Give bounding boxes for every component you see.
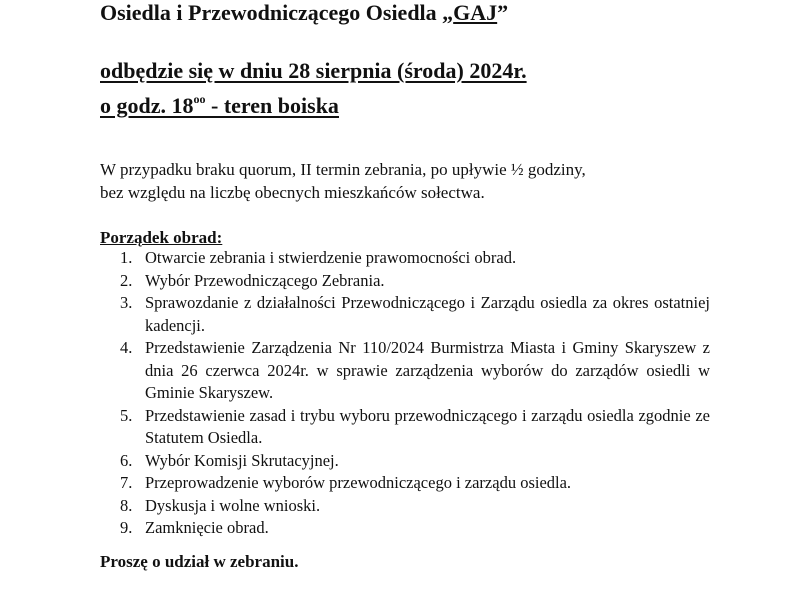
meeting-date [100,58,527,84]
agenda-item-text: Wybór Przewodniczącego Zebrania. [145,270,385,290]
agenda-item-text: Zamknięcie obrad. [145,518,269,537]
agenda-item-number: 5. [120,405,133,425]
agenda-item [120,495,710,518]
quorum-note [100,158,586,204]
agenda-item-number: 3. [120,293,133,312]
agenda-item-text: Dyskusja i wolne wnioski. [145,495,321,515]
meeting-time-prefix: o godz. 18 [100,93,194,118]
heading-suffix: ” [497,0,509,25]
agenda-item-text: Otwarcie zebrania i stwierdzenie prawomocności obrad. [145,248,517,267]
agenda-item [120,450,710,473]
notice-heading [100,0,508,26]
agenda-item-number: 2. [120,270,133,290]
agenda-item [120,270,710,293]
agenda-item-number: 1. [120,248,133,267]
heading-prefix: Osiedla i Przewodniczącego Osiedla „ [100,0,454,25]
agenda-item-number: 6. [120,450,133,470]
meeting-time-minutes: oo [193,92,206,106]
agenda-item-text: Przedstawienie Zarządzenia Nr 110/2024 Burmistrza Miasta i Gminy Skaryszew z dnia 26 czerwca 2024r. w sprawie zarządzenia wyborów do zarządów osiedli w Gminie Skaryszew. [145,338,710,402]
agenda-item-text: Przeprowadzenie wyborów przewodniczącego i zarządu osiedla. [145,473,572,492]
agenda-item [120,405,710,450]
agenda-list [120,247,710,540]
quorum-line-2: bez względu na liczbę obecnych mieszkańców sołectwa. [100,183,485,202]
meeting-place: - teren boiska [205,93,339,118]
agenda-item [120,517,710,540]
meeting-time-text [100,93,339,118]
agenda-item [120,247,710,270]
agenda-item-number: 7. [120,473,133,492]
agenda-item-text: Wybór Komisji Skrutacyjnej. [145,450,339,470]
agenda-item-number: 9. [120,518,133,537]
meeting-date-text: odbędzie się w dniu 28 sierpnia (środa) 2024r. [100,58,527,83]
meeting-time-place [100,86,339,119]
settlement-name: GAJ [453,0,498,25]
agenda-item-number: 4. [120,338,133,357]
closing-line: Proszę o udział w zebraniu. [100,552,299,571]
agenda-item-number: 8. [120,495,133,515]
agenda-item [120,337,710,405]
quorum-line-1: W przypadku braku quorum, II termin zebrania, po upływie ½ godziny, [100,160,586,179]
agenda-item-text: Przedstawienie zasad i trybu wyboru przewodniczącego i zarządu osiedla zgodnie ze Statutem Osiedla. [145,405,710,447]
agenda-item [120,472,710,495]
agenda-title: Porządek obrad: [100,228,223,247]
agenda-item [120,292,710,337]
agenda-item-text: Sprawozdanie z działalności Przewodniczącego i Zarządu osiedla za okres ostatniej kadencji. [145,293,710,335]
